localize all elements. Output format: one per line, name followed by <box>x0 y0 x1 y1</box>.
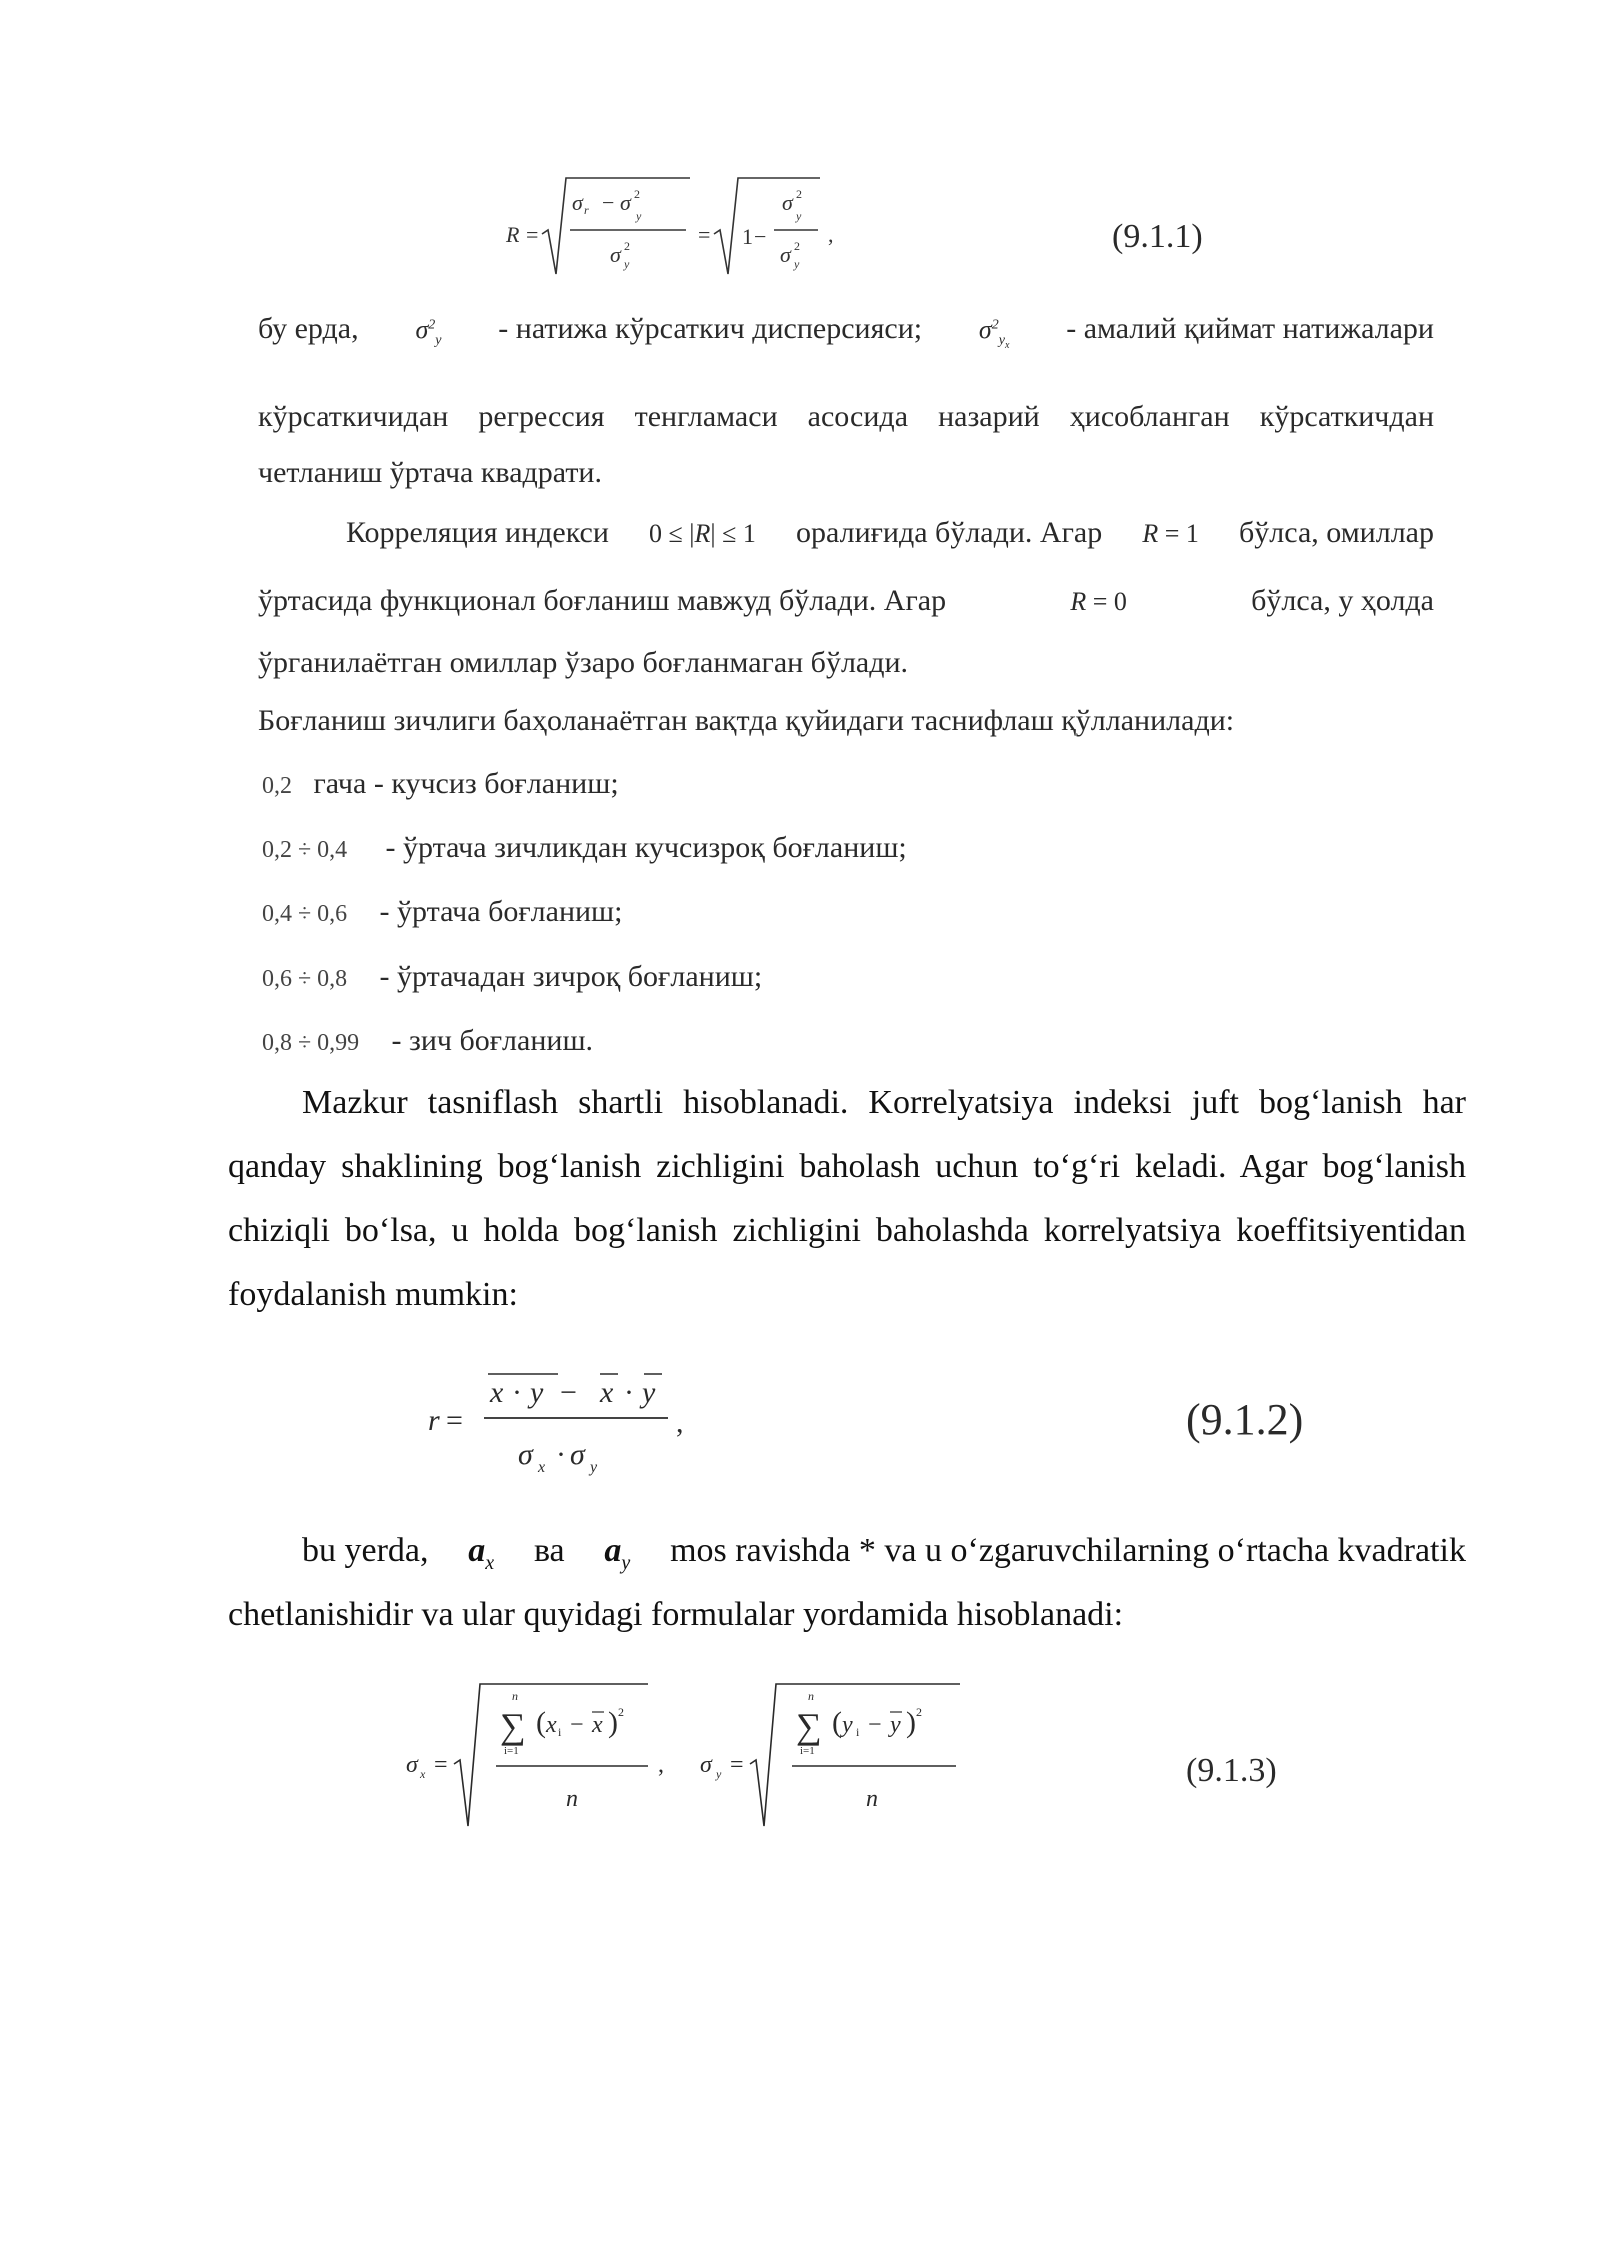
scale-range: 0,4 ÷ 0,6 <box>262 901 348 927</box>
svg-text:,: , <box>676 1406 684 1439</box>
svg-text:r: r <box>584 203 589 217</box>
correlation-line-3: ўрганилаётган омиллар ўзаро боғланмаган бўлади. <box>258 646 909 679</box>
correlation-line-1-middle: оралиғида бўлади. Агар <box>796 516 1103 549</box>
definition-line-3: четланиш ўртача квадрати. <box>258 456 602 489</box>
R-equals-1: R = 1 <box>1142 519 1199 548</box>
paragraph-1-line-1: Mazkur tasniflash shartli hisoblanadi. Korrelyatsiya indeksi juft bog‘lanish har <box>302 1084 1466 1121</box>
svg-text:2: 2 <box>794 239 800 253</box>
scale-label: - ўртачадан зичроқ боғланиш; <box>379 960 763 993</box>
svg-text:n: n <box>866 1786 878 1812</box>
svg-text:=: = <box>446 1404 463 1437</box>
svg-text:σ: σ <box>780 242 791 267</box>
scale-label: гача - кучсиз боғланиш; <box>313 767 619 800</box>
definition-line-1-start: бу ерда, <box>258 312 359 345</box>
svg-text:r: r <box>428 1404 440 1437</box>
svg-text:σ: σ <box>782 190 793 215</box>
svg-text:−: − <box>868 1712 882 1738</box>
svg-text:y: y <box>842 1712 853 1738</box>
correlation-line-1-start: Корреляция индекси <box>346 516 609 549</box>
correlation-line-2-end: бўлса, у ҳолда <box>1251 584 1434 617</box>
equation-number-9-1-1: (9.1.1) <box>1112 218 1203 255</box>
svg-text:x: x <box>490 1376 504 1409</box>
scale-range: 0,2 ÷ 0,4 <box>262 837 348 863</box>
scale-item <box>262 895 623 929</box>
paragraph-2-end: mos ravishda * va u o‘zgaruvchilarning o‘rtacha kvadratik <box>670 1532 1466 1569</box>
sigma-y-squared-symbol: $\sigma^2_y$ <box>415 315 442 349</box>
svg-text:y: y <box>590 1459 598 1476</box>
svg-text:y: y <box>890 1712 901 1738</box>
equation-9-1-2 <box>420 1360 710 1490</box>
svg-text:=: = <box>730 1752 744 1778</box>
svg-text:R: R <box>506 222 520 247</box>
svg-text:σ: σ <box>610 242 621 267</box>
svg-text:x: x <box>600 1376 614 1409</box>
svg-text:,: , <box>828 222 834 247</box>
paragraph-2-line-1 <box>302 1532 1466 1575</box>
svg-text:2: 2 <box>618 1705 624 1719</box>
svg-text:x: x <box>546 1712 557 1738</box>
paragraph-2-start: bu yerda, <box>302 1532 429 1569</box>
svg-text:i: i <box>558 1725 562 1739</box>
svg-text:σ: σ <box>570 1438 585 1471</box>
svg-text:y: y <box>624 257 630 271</box>
svg-text:−: − <box>570 1712 584 1738</box>
svg-text:y: y <box>636 209 642 223</box>
definition-line-2: кўрсаткичидан регрессия тенгламаси асосида назарий ҳисобланган кўрсаткичдан <box>258 400 1434 433</box>
scale-label: - ўртача зичликдан кучсизроқ боғланиш; <box>385 831 907 864</box>
svg-text:σ: σ <box>406 1752 418 1778</box>
paragraph-1-line-2: qanday shaklining bog‘lanish zichligini baholash uchun to‘g‘ri keladi. Agar bog‘lanish <box>228 1148 1466 1185</box>
sigma-yx-squared-symbol: $\sigma^2_{y_x}$ <box>978 315 1010 351</box>
scale-range: 0,6 ÷ 0,8 <box>262 966 348 992</box>
svg-text:x: x <box>592 1712 603 1738</box>
definition-line-1-end: - амалий қиймат натижалари <box>1066 312 1434 345</box>
svg-text:σ: σ <box>620 190 631 215</box>
svg-text:−: − <box>602 190 615 215</box>
scale-label: - зич боғланиш. <box>391 1024 594 1057</box>
correlation-line-1 <box>346 516 1434 550</box>
svg-text:): ) <box>608 1706 618 1739</box>
svg-text:,: , <box>658 1752 664 1778</box>
svg-text:=: = <box>698 222 711 247</box>
svg-text:y: y <box>796 209 802 223</box>
range-0-le-R-le-1: 0 ≤ |R| ≤ 1 <box>649 519 756 548</box>
definition-line-1 <box>258 312 1434 351</box>
svg-text:∑: ∑ <box>796 1706 822 1746</box>
scale-range: 0,8 ÷ 0,99 <box>262 1030 360 1056</box>
svg-text:=: = <box>434 1752 448 1778</box>
equation-number-9-1-3: (9.1.3) <box>1186 1752 1277 1789</box>
svg-text:x: x <box>420 1767 426 1781</box>
svg-text:∑: ∑ <box>500 1706 526 1746</box>
scale-item <box>262 767 619 801</box>
equation-number-9-1-2: (9.1.2) <box>1186 1395 1304 1444</box>
scale-range: 0,2 <box>262 773 292 799</box>
paragraph-2-line-2: chetlanishidir va ular quyidagi formulalar yordamida hisoblanadi: <box>228 1596 1124 1633</box>
paragraph-1-line-3: chiziqli bo‘lsa, u holda bog‘lanish zichligini baholashda korrelyatsiya koeffitsiyentidan <box>228 1212 1466 1249</box>
svg-text:·: · <box>512 1376 522 1409</box>
scale-item <box>262 831 907 865</box>
paragraph-1-line-4: foydalanish mumkin: <box>228 1276 518 1313</box>
svg-text:(: ( <box>832 1706 842 1739</box>
scale-item <box>262 960 762 994</box>
svg-text:i=1: i=1 <box>800 1745 815 1757</box>
equation-9-1-2-graphic <box>420 1360 710 1490</box>
scale-label: - ўртача боғланиш; <box>379 895 623 928</box>
sigma-y-symbol: $a_y$ <box>604 1532 631 1574</box>
correlation-line-2 <box>258 584 1434 618</box>
svg-text:·: · <box>624 1376 634 1409</box>
svg-text:i: i <box>856 1725 860 1739</box>
svg-text:i=1: i=1 <box>504 1745 519 1757</box>
svg-text:n: n <box>808 1689 814 1703</box>
svg-text:(: ( <box>536 1706 546 1739</box>
sigma-x-symbol: $a_x$ <box>468 1532 495 1574</box>
svg-text:1: 1 <box>742 224 753 249</box>
svg-text:2: 2 <box>796 187 802 201</box>
paragraph-2-conjunction: ва <box>533 1532 565 1569</box>
svg-text:−: − <box>754 224 767 249</box>
equation-9-1-3 <box>400 1676 980 1836</box>
svg-text:): ) <box>906 1706 916 1739</box>
svg-text:2: 2 <box>916 1705 922 1719</box>
svg-text:σ: σ <box>700 1752 712 1778</box>
equation-9-1-1 <box>490 170 870 290</box>
svg-text:y: y <box>642 1376 656 1409</box>
R-equals-0: R = 0 <box>1070 587 1127 616</box>
svg-text:n: n <box>512 1689 518 1703</box>
scale-item <box>262 1024 593 1058</box>
svg-text:2: 2 <box>624 239 630 253</box>
svg-text:y: y <box>794 257 800 271</box>
definition-line-1-middle: - натижа кўрсаткич дисперсияси; <box>498 312 923 345</box>
svg-text:n: n <box>566 1786 578 1812</box>
svg-text:·: · <box>556 1438 566 1471</box>
svg-text:x: x <box>538 1459 546 1476</box>
equation-9-1-1-graphic <box>490 170 870 290</box>
correlation-line-2-start: ўртасида функционал боғланиш мавжуд бўлади. Агар <box>258 584 947 617</box>
scale-intro: Боғланиш зичлиги баҳоланаётган вақтда қуйидаги таснифлаш қўлланилади: <box>258 704 1235 737</box>
equation-9-1-3-graphic <box>400 1676 980 1836</box>
svg-text:=: = <box>526 222 539 247</box>
svg-text:σ: σ <box>572 190 583 215</box>
correlation-line-1-end: бўлса, омиллар <box>1239 516 1434 549</box>
svg-text:σ: σ <box>518 1438 533 1471</box>
svg-text:2: 2 <box>634 187 640 201</box>
svg-text:y: y <box>716 1767 722 1781</box>
svg-text:−: − <box>560 1376 577 1409</box>
svg-text:y: y <box>530 1376 544 1409</box>
